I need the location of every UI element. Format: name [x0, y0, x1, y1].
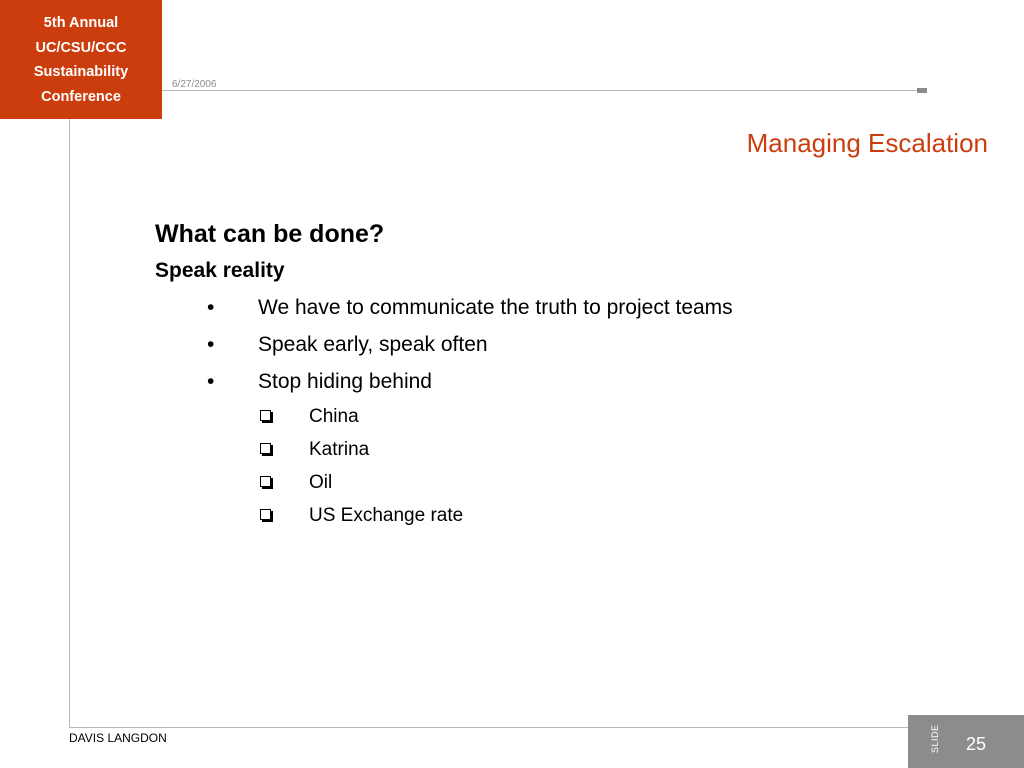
bullet-item [155, 289, 733, 326]
slide-content [155, 216, 733, 532]
bullet-text: Stop hiding behind [258, 370, 432, 393]
slide-label: SLIDE [930, 724, 940, 753]
bullet-text: Speak early, speak often [258, 333, 488, 356]
content-heading: What can be done? [155, 220, 385, 248]
checkbox-square-bullet-icon [260, 410, 271, 421]
conference-line-3: Sustainability [33, 64, 129, 80]
slide-title: Managing Escalation [746, 128, 988, 158]
bullet-text: We have to communicate the truth to project teams [258, 296, 733, 319]
bullet-dot: • [207, 333, 215, 356]
sub-bullet-text: Katrina [309, 439, 370, 460]
checkbox-square-bullet-icon [260, 476, 271, 487]
sub-bullet-item [155, 400, 384, 433]
left-divider [69, 119, 70, 728]
sub-bullet-text: US Exchange rate [309, 505, 464, 526]
sub-bullet-item [155, 499, 464, 532]
sub-bullet-item [155, 433, 384, 466]
sub-bullet-list [155, 400, 464, 532]
slide-number: 25 [966, 734, 987, 754]
content-subheading: Speak reality [155, 259, 285, 282]
slide-date: 6/27/2006 [172, 79, 217, 90]
bottom-divider [69, 727, 908, 728]
top-divider [162, 90, 918, 91]
sub-bullet-item [155, 466, 384, 499]
sub-bullet-text: China [309, 406, 359, 427]
conference-line-4: Conference [41, 88, 121, 105]
checkbox-square-bullet-icon [260, 509, 271, 520]
top-divider-end-marker [917, 88, 927, 93]
checkbox-square-bullet-icon [260, 443, 271, 454]
bullet-item [155, 326, 488, 363]
bullet-dot: • [207, 296, 215, 319]
company-name: DAVIS LANGDON [69, 731, 167, 745]
sub-bullet-text: Oil [309, 472, 333, 493]
conference-badge [0, 0, 162, 119]
bullet-dot: • [207, 370, 215, 393]
conference-line-2: UC/CSU/CCC [35, 39, 127, 56]
conference-line-1: 5th Annual [43, 15, 119, 31]
slide-number-box [908, 715, 1024, 768]
bullet-item [155, 363, 432, 400]
bullet-list [155, 289, 733, 400]
